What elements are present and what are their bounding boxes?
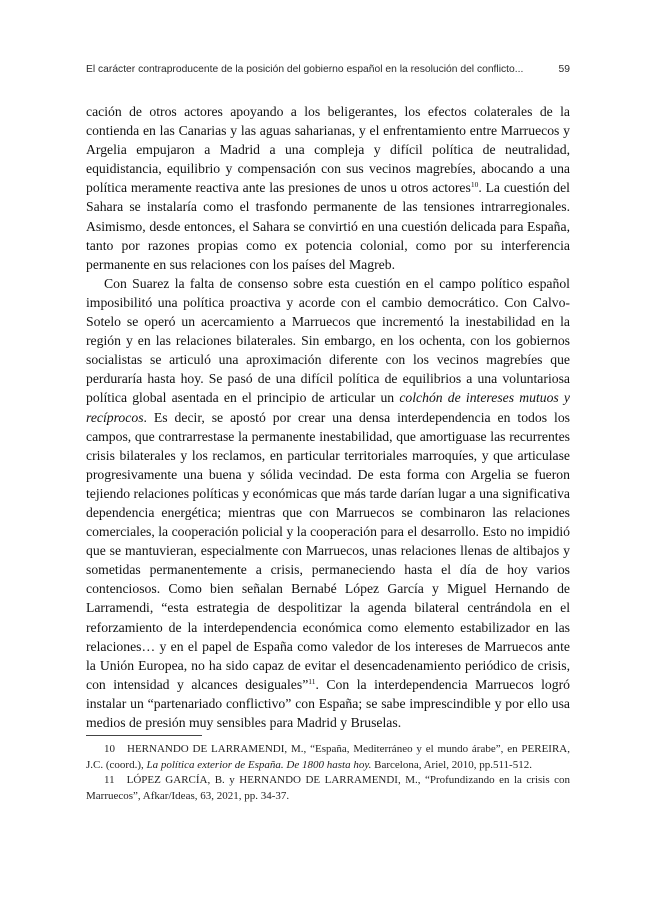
paragraph-1-text-after: . La cuestión del Sahara se instalaría como el trasfondo permanente de las tensiones intrarregionales. Asimismo, desde entonces, el Sahara se convirtió en una cuestión delicada para España, tanto por razones propias como ex potencia colonial, como por su interferencia permanente en sus relaciones con los países del Magreb. <box>86 180 570 272</box>
footnote-11 <box>86 773 570 804</box>
running-header <box>86 64 570 82</box>
footnote-separator <box>86 735 202 736</box>
paragraph-2 <box>86 274 570 732</box>
paragraph-1-text: cación de otros actores apoyando a los beligerantes, los efectos colaterales de la contienda en las Canarias y las aguas saharianas, y el enfrentamiento entre Marruecos y Argelia empujaron a Madrid a una compleja y difícil política de neutralidad, equidistancia, equilibrio y compensación con sus vecinos magrebíes, abocando a una política meramente reactiva ante las presiones de unos u otros actores <box>86 104 570 196</box>
footnote-10 <box>86 742 570 773</box>
footnote-10-number: 10 <box>104 743 115 755</box>
footnote-ref-11[interactable]: 11 <box>308 676 316 686</box>
paragraph-2-text-middle: . Es decir, se apostó por crear una densa interdependencia en todos los campos, que contrarrestase la permanente inestabilidad, que amortiguase las recurrentes crisis bilaterales y los reclamos, en particular territoriales marroquíes, y que articulase progresivamente una buena y sólida vecindad. De esta forma con Argelia se fueron tejiendo relaciones políticas y económicas que más tarde darían lugar a una significativa dependencia energética; mientras que con Marruecos se combinaron las relaciones comerciales, la cooperación policial y la cooperación para el desarrollo. Esto no impidió que se mantuvieran, especialmente con Marruecos, unas relaciones llenas de altibajos y sometidas permanentemente a crisis, permaneciendo hasta el día de hoy varios contenciosos. Como bien señalan Bernabé López García y Miguel Hernando de Larramendi, “esta estrategia de despolitizar la agenda bilateral centrándola en el reforzamiento de la interdependencia económica como elemento estabilizador en las relaciones… y en el papel de España como valedor de los intereses de Marruecos ante la Unión Europea, no ha sido capaz de evitar el desencadenamiento periódico de crisis, con intensidad y alcances desiguales” <box>86 409 570 692</box>
footnotes <box>86 742 570 804</box>
paragraph-2-italic: colchón de intereses mutuos y recíprocos <box>86 390 570 425</box>
paragraph-1 <box>86 102 570 274</box>
paragraph-2-text-after: . Con la interdependencia Marruecos logró instalar un “partenariado conflictivo” con España; se sabe imprescindible y por ello usa medios de presión muy sensibles para Madrid y Bruselas. <box>86 676 570 730</box>
page-number: 59 <box>558 64 570 75</box>
running-title: El carácter contraproducente de la posición del gobierno español en la resolución del conflicto... <box>86 64 524 75</box>
footnote-11-text: LÓPEZ GARCÍA, B. y HERNANDO DE LARRAMENDI, M., “Profundizando en la crisis con Marruecos”, Afkar/Ideas, 63, 2021, pp. 34-37. <box>86 774 570 802</box>
footnote-10-text-before: HERNANDO DE LARRAMENDI, M., “España, Mediterráneo y el mundo árabe”, en PEREIRA, J.C. (coord.), <box>86 743 570 771</box>
paragraph-2-text-before: Con Suarez la falta de consenso sobre esta cuestión en el campo político español imposibilitó una política proactiva y acorde con el cambio democrático. Con Calvo-Sotelo se operó un acercamiento a Marruecos que incrementó la inestabilidad en la región y en las relaciones bilaterales. Sin embargo, en los ochenta, con los gobiernos socialistas se articuló una aproximación diferente con los vecinos magrebíes que perduraría hasta hoy. Se pasó de una difícil política de equilibrios a una voluntariosa política global asentada en el principio de articular un <box>86 275 570 406</box>
main-text <box>86 102 570 732</box>
footnote-ref-10[interactable]: 10 <box>470 180 479 190</box>
footnote-10-text-after: Barcelona, Ariel, 2010, pp.511-512. <box>371 758 532 771</box>
footnote-11-number: 11 <box>104 774 115 786</box>
footnote-10-italic: La política exterior de España. De 1800 hasta hoy. <box>146 758 372 771</box>
